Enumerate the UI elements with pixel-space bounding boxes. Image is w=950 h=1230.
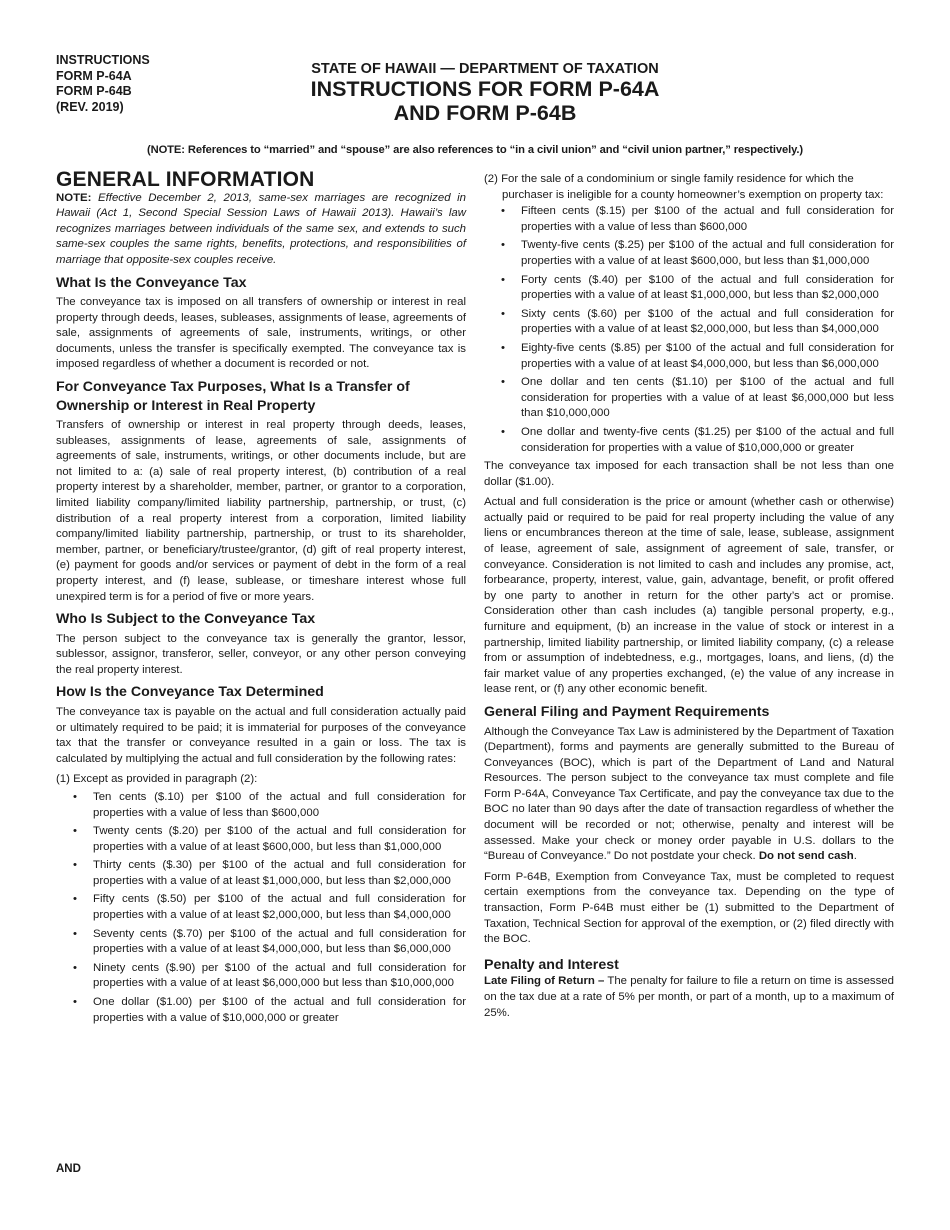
list-item: • One dollar and ten cents ($1.10) per $100 of the actual and full consideration for properties with a value of at least $6,000,000 but less than $10,000,000 — [521, 375, 894, 422]
filing-text-1-body: Although the Conveyance Tax Law is administered by the Department of Taxation (Department), forms and payments are generally submitted to the Bureau of Conveyances (BOC), which is part of the Department of Land and Natural Resources. The person subject to the conveyance tax must complete and file Form P-64A, Conveyance Tax Certificate, and pay the conveyance tax due to the BOC no later than 90 days after the date of transaction regardless of whether the document will be recorded or not; otherwise, penalty and interest will be assessed. Make your check or money order payable in U.S. dollars to the “Bureau of Conveyance.” Do not postdate your check. — [484, 725, 894, 863]
same-sex-note — [56, 191, 466, 269]
title-line-2: AND FORM P-64B — [393, 101, 577, 125]
note-label: NOTE: — [56, 191, 92, 204]
form-id-line: FORM P-64B — [56, 84, 132, 98]
paragraph-2-label: (2) For the sale of a condominium or single family residence for which the purchaser is ineligible for a county homeowner’s exemption on property tax: — [484, 173, 884, 201]
form-id-line: (REV. 2019) — [56, 99, 124, 114]
right-column — [484, 172, 894, 1026]
list-item: • Fifteen cents ($.15) per $100 of the actual and full consideration for properties with a value of less than $600,000 — [521, 204, 894, 235]
minimum-tax-text: The conveyance tax imposed for each transaction shall be not less than one dollar ($1.00). — [484, 460, 894, 488]
filing-text-1-end: . — [853, 850, 857, 863]
list-item: • Sixty cents ($.60) per $100 of the actual and full consideration for properties with a value of at least $2,000,000, but less than $4,000,000 — [521, 307, 894, 338]
list-item: • Forty cents ($.40) per $100 of the actual and full consideration for properties with a value of at least $1,000,000, but less than $2,000,000 — [521, 273, 894, 304]
note-text: Effective December 2, 2013, same-sex marriages are recognized in Hawaii (Act 1, Second Special Session Laws of Hawaii 2013). Hawaii’s law recognizes marriages between individuals of the same sex, and extends to such same-sex couples the same rights, benefits, protections, and responsibilities of marriage that opposite-sex couples receive. — [56, 191, 466, 266]
list-item: • One dollar and twenty-five cents ($1.25) per $100 of the actual and full consideration for properties with a value of $10,000,000 or greater — [521, 425, 894, 456]
list-item: • Fifty cents ($.50) per $100 of the actual and full consideration for properties with a value of at least $2,000,000, but less than $4,000,000 — [93, 892, 466, 923]
what-is-text: The conveyance tax is imposed on all transfers of ownership or interest in real property through deeds, leases, subleases, assignments of lease, agreements of sale, assignments of agreements of sale, instruments, writings, or other documents, unless the transfer is specifically exempted. The conveyance tax is imposed regardless of whether a document is recorded or not. — [56, 296, 466, 371]
list-item: • Seventy cents ($.70) per $100 of the actual and full consideration for properties with a value of at least $4,000,000, but less than $6,000,000 — [93, 927, 466, 958]
form-identifier — [56, 53, 186, 115]
and-label: AND — [56, 1163, 81, 1175]
list-item: • Eighty-five cents ($.85) per $100 of the actual and full consideration for properties with a value of at least $4,000,000, but less than $6,000,000 — [521, 341, 894, 372]
filing-text-2: Form P-64B, Exemption from Conveyance Tax, must be completed to request certain exemptions from the conveyance tax. Depending on the type of transaction, Form P-64B must either be (1) submitted to the Department of Taxation, Technical Section for approval of the exemption, or (2) filed directly with the BOC. — [484, 870, 894, 946]
transfer-text: Transfers of ownership or interest in real property through deeds, leases, subleases, assignments of lease, agreements of sale, assignments of agreements of sale, instruments, writings, or other documents include, but are not limited to a: (a) sale of real property interest, (b) contribution of a real property interest by a shareholder, member, partner, or grantor to a corporation, limited liability company/limited liability partnership, partnership, or trust, (c) distribution of a real property interest from a corporation, limited liability company/limited liability partnership, partnership, or trust to its shareholder, member, partner, or beneficiary/trustee/grantor, (d) gift of real property interest, (e) payment for goods and/or services or payment of debt in the form of a real property interest, and (f) lease, sublease, or timeshare interest whose full unexpired term is for a period of five or more years. — [56, 419, 466, 603]
late-filing-text — [484, 974, 894, 1021]
list-item: • One dollar ($1.00) per $100 of the actual and full consideration for properties with a value of $10,000,000 or greater — [93, 995, 466, 1026]
form-id-line: FORM P-64A — [56, 68, 132, 83]
consideration-text: Actual and full consideration is the price or amount (whether cash or otherwise) actually paid or required to be paid for real property including the value of any liens or encumbrances thereon at the time of sale, lease, sublease, assignment of lease, agreement of sale, assignment of agreement of sale, transfer, or conveyance. Consideration is not limited to cash and includes any promise, act, forbearance, property, interest, value, gain, advantage, benefit, or profit offered by one party to another in return for the other party’s act or promise. Consideration other than cash includes (a) tangible personal property, e.g., furniture and equipment, (b) an increase in the value of stock or interest in a partnership, limited liability partnership, or limited liability company, (c) a release from or assumption of indebtedness, e.g., mortgages, loans, and liens, (d) the fair market value of any properties exchanged, (e) the value of any increase in lease rent, or (f) any other economic benefit. — [484, 496, 894, 696]
no-cash-note: Do not send cash — [758, 850, 854, 863]
late-filing-body: The penalty for failure to file a return on time is assessed on the tax due at a rate of 5% per month, or part of a month, up to a maximum of 25%. — [484, 975, 894, 1019]
transfer-heading: For Conveyance Tax Purposes, What Is a Transfer of Ownership or Interest in Real Property — [56, 379, 410, 414]
list-item: • Ninety cents ($.90) per $100 of the actual and full consideration for properties with a value of at least $6,000,000 but less than $10,000,000 — [93, 961, 466, 992]
determined-text: The conveyance tax is payable on the actual and full consideration actually paid or ultimately required to be paid; it is immaterial for purposes of the conveyance tax that the transfer or conveyance resulted in a gain or loss. The tax is calculated by multiplying the actual and full consideration by the following rates: — [56, 705, 466, 765]
list-item: • Ten cents ($.10) per $100 of the actual and full consideration for properties with a value of less than $600,000 — [93, 790, 466, 821]
list-item: • Twenty-five cents ($.25) per $100 of the actual and full consideration for properties with a value of at least $600,000, but less than $1,000,000 — [521, 238, 894, 269]
determined-heading: How Is the Conveyance Tax Determined — [56, 684, 324, 701]
what-is-heading: What Is the Conveyance Tax — [56, 274, 247, 291]
filing-text-1 — [484, 725, 894, 865]
civil-union-note: (NOTE: References to “married” and “spouse” are also references to “in a civil union” and “civil union partner,” respectively.) — [146, 144, 804, 156]
subject-text: The person subject to the conveyance tax is generally the grantor, lessor, sublessor, assignor, transferor, seller, conveyor, or any other person conveying the real property interest. — [56, 632, 466, 676]
page-title — [200, 77, 770, 125]
left-column — [56, 168, 466, 1029]
rate-list-2 — [484, 204, 894, 456]
list-item: • Twenty cents ($.20) per $100 of the actual and full consideration for properties with a value of at least $600,000, but less than $1,000,000 — [93, 824, 466, 855]
late-filing-label: Late Filing of Return – — [484, 975, 605, 988]
subject-heading: Who Is Subject to the Conveyance Tax — [56, 611, 316, 628]
title-line-1: INSTRUCTIONS FOR FORM P-64A — [310, 77, 660, 101]
filing-heading: General Filing and Payment Requirements — [484, 704, 770, 720]
paragraph-1-label: (1) Except as provided in paragraph (2): — [56, 773, 258, 786]
agency-name: STATE OF HAWAII — DEPARTMENT OF TAXATION — [311, 61, 659, 77]
rate-list-1 — [56, 790, 466, 1026]
form-id-line: INSTRUCTIONS — [56, 53, 150, 67]
penalty-heading: Penalty and Interest — [484, 956, 619, 973]
list-item: • Thirty cents ($.30) per $100 of the actual and full consideration for properties with a value of at least $1,000,000, but less than $2,000,000 — [93, 858, 466, 889]
general-information-heading: GENERAL INFORMATION — [56, 168, 315, 191]
